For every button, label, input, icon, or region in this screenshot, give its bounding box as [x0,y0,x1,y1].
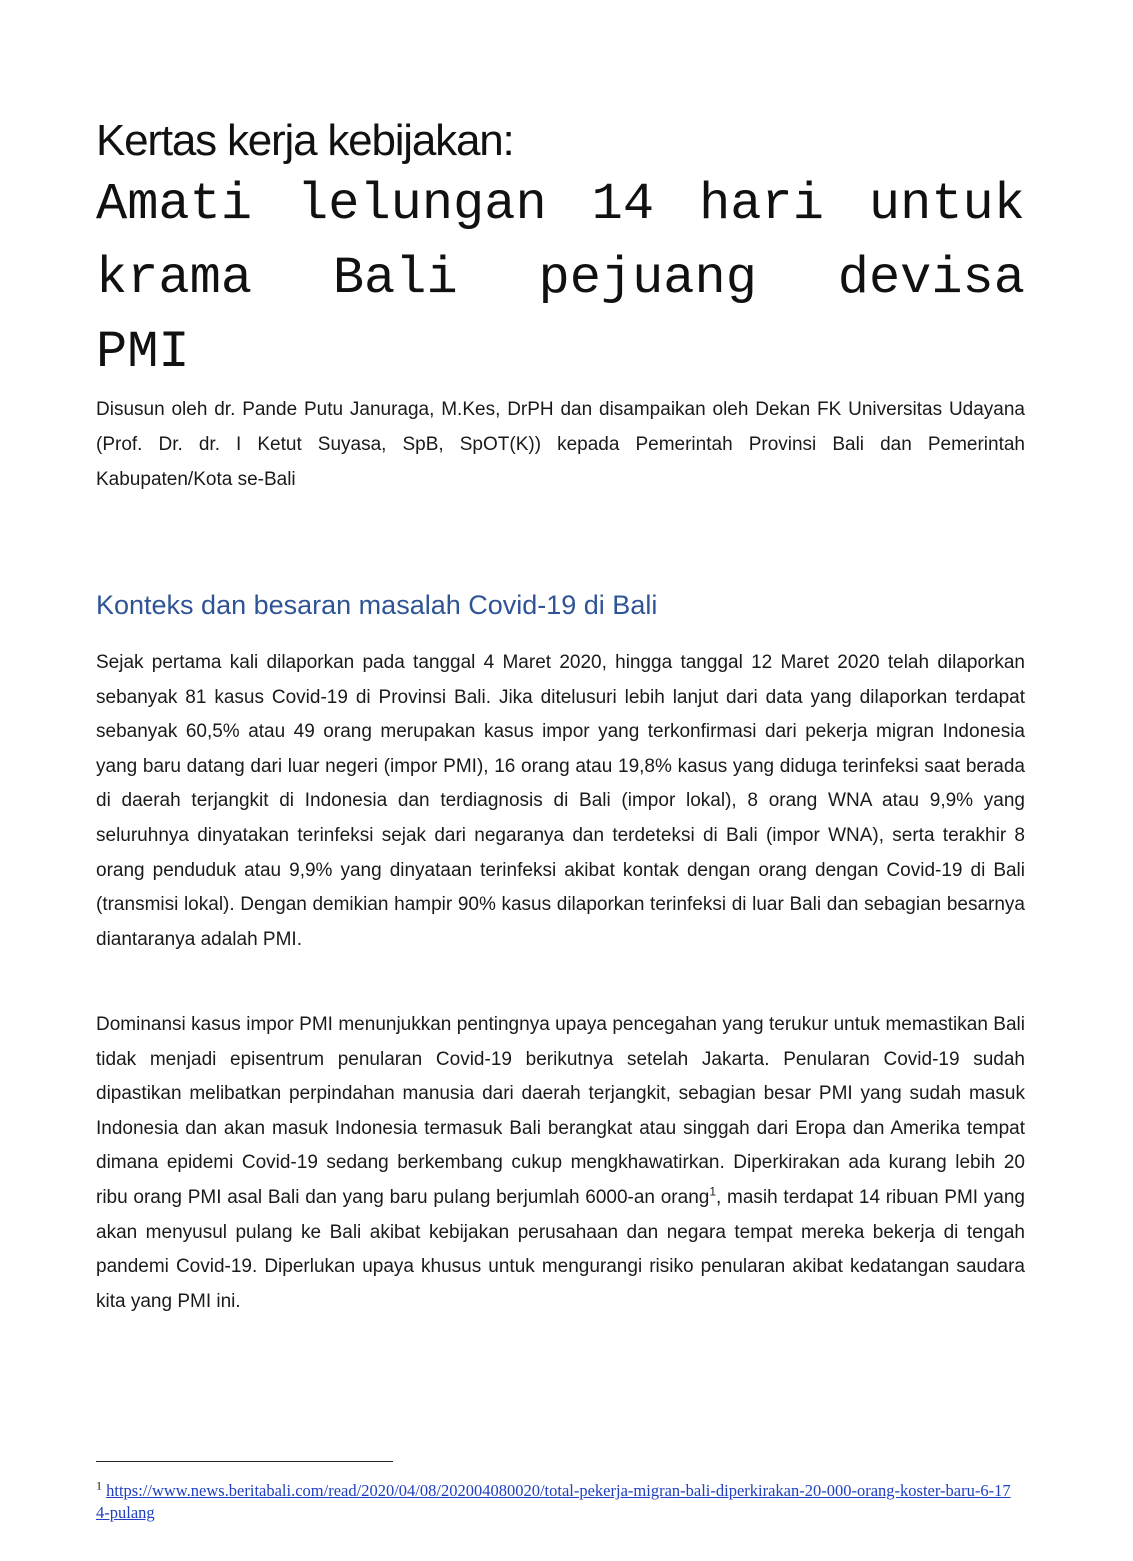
title-word: lelungan [297,175,547,234]
title-word: Amati [96,175,253,234]
body-paragraph-2 [96,1008,1025,1319]
title-line-1 [96,168,1025,242]
footnote-number: 1 [96,1478,102,1493]
title-word: 14 [591,175,655,234]
document-type-label: Kertas kerja kebijakan: [96,116,514,165]
footnote [96,1480,1016,1524]
body-paragraph-1: Sejak pertama kali dilaporkan pada tanggal 4 Maret 2020, hingga tanggal 12 Maret 2020 telah dilaporkan sebanyak 81 kasus Covid-19 di Provinsi Bali. Jika ditelusuri lebih lanjut dari data yang dilaporkan terdapat sebanyak 60,5% atau 49 orang merupakan kasus impor yang terkonfirmasi dari pekerja migran Indonesia yang baru datang dari luar negeri (impor PMI), 16 orang atau 19,8% kasus yang diduga terinfeksi saat berada di daerah terjangkit di Indonesia dan terdiagnosis di Bali (impor lokal), 8 orang WNA atau 9,9% yang seluruhnya dinyatakan terinfeksi sejak dari negaranya dan terdeteksi di Bali (impor WNA), serta terakhir 8 orang penduduk atau 9,9% yang dinyataan terinfeksi akibat kontak dengan orang dengan Covid-19 di Bali (transmisi lokal). Dengan demikian hampir 90% kasus dilaporkan terinfeksi di luar Bali dan sebagian besarnya diantaranya adalah PMI. [96,652,1025,950]
footnote-separator [96,1461,393,1462]
title-line-3 [96,316,1025,390]
title-word: Bali [332,249,458,308]
title-word: pejuang [538,249,757,308]
title-line-2 [96,242,1025,316]
title-word: krama [96,249,253,308]
title-word: devisa [837,249,1025,308]
title-word: PMI [96,323,190,382]
title-word: hari [699,175,824,234]
author-byline: Disusun oleh dr. Pande Putu Januraga, M.Kes, DrPH dan disampaikan oleh Dekan FK Universitas Udayana (Prof. Dr. dr. I Ketut Suyasa, SpB, SpOT(K)) kepada Pemerintah Provinsi Bali dan Pemerintah Kabupaten/Kota se-Bali [96,399,1025,490]
title-word: untuk [868,175,1025,234]
paragraph-2-text-end: , masih terdapat 14 ribuan PMI yang akan menyusul pulang ke Bali akibat kebijakan perusahaan dan negara tempat mereka bekerja di tengah pandemi Covid-19. Diperlukan upaya khusus untuk mengurangi risiko penularan akibat kedatangan saudara kita yang PMI ini. [96,1186,1025,1312]
document-title [96,168,1025,390]
section-heading: Konteks dan besaran masalah Covid-19 di Bali [96,590,658,620]
footnote-link[interactable]: https://www.news.beritabali.com/read/2020/04/08/202004080020/total-pekerja-migran-bali-diperkirakan-20-000-orang-koster-baru-6-174-pulang [96,1481,1011,1522]
paragraph-2-text-start: Dominansi kasus impor PMI menunjukkan pentingnya upaya pencegahan yang terukur untuk memastikan Bali tidak menjadi episentrum penularan Covid-19 berikutnya setelah Jakarta. Penularan Covid-19 sudah dipastikan melibatkan perpindahan manusia dari daerah terjangkit, sebagian besar PMI yang sudah masuk Indonesia dan akan masuk Indonesia termasuk Bali berangkat atau singgah dari Eropa dan Amerika tempat dimana epidemi Covid-19 sedang berkembang cukup mengkhawatirkan. Diperkirakan ada kurang lebih 20 ribu orang PMI asal Bali dan yang baru pulang berjumlah 6000-an orang [96,1014,1025,1208]
footnote-reference[interactable]: 1 [709,1184,717,1199]
